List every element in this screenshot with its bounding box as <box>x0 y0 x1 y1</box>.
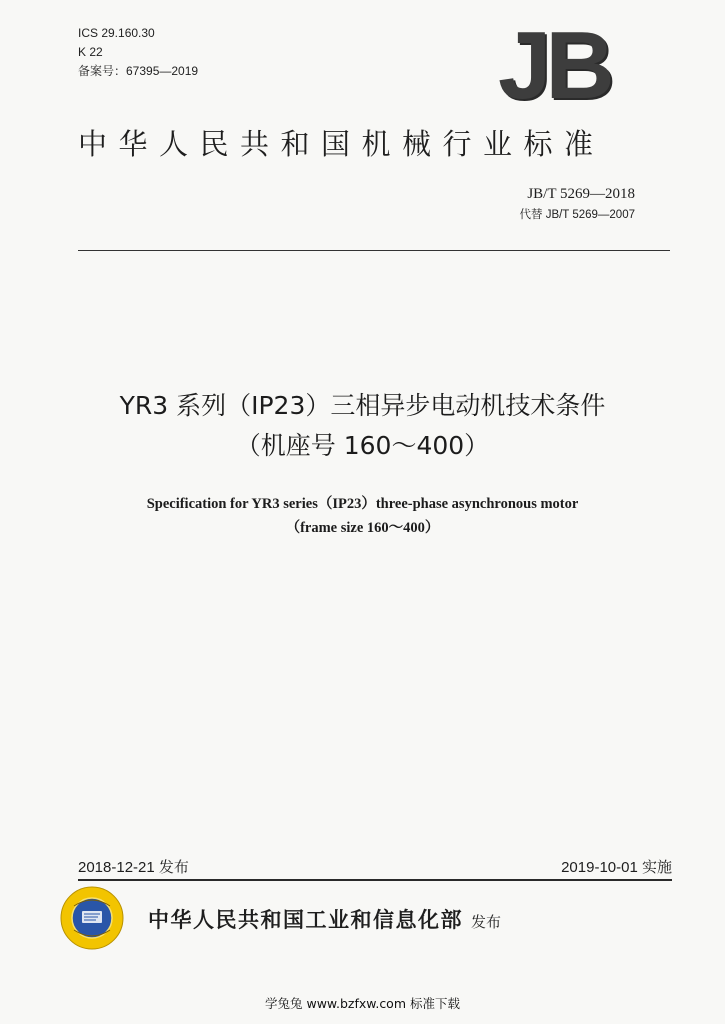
publisher-suffix: 发布 <box>471 913 502 931</box>
standard-number-block <box>520 186 636 222</box>
footer-divider <box>78 879 672 881</box>
implementation-date: 2019-10-01 实施 <box>561 859 672 876</box>
download-footer: 学兔兔 www.bzfxw.com 标准下载 <box>265 996 460 1011</box>
chinese-title <box>0 386 725 466</box>
record-number: 备案号：67395—2019 <box>78 64 199 78</box>
english-title-line-2: （frame size 160～400） <box>285 520 440 536</box>
document-meta <box>78 24 198 81</box>
date-row <box>78 856 672 877</box>
english-title-line-1: Specification for YR3 series（IP23）three-phase asynchronous motor <box>146 496 579 512</box>
issue-date: 2018-12-21 发布 <box>78 859 189 876</box>
ics-code: ICS 29.160.30 <box>78 26 155 40</box>
standard-category-title: 中华人民共和国机械行业标准 <box>78 127 605 161</box>
english-title <box>0 492 725 540</box>
jb-logo: JB <box>498 12 609 119</box>
publisher-name: 中华人民共和国工业和信息化部 <box>148 908 463 932</box>
classification-code: K 22 <box>78 45 103 59</box>
standard-number: JB/T 5269—2018 <box>527 186 635 202</box>
publisher <box>148 904 501 934</box>
replaces-standard: 代替 JB/T 5269—2007 <box>519 209 635 221</box>
publisher-seal-icon <box>60 886 124 950</box>
header-divider <box>78 250 670 251</box>
chinese-title-line-2: （机座号 160～400） <box>235 431 490 460</box>
chinese-title-line-1: YR3 系列（IP23）三相异步电动机技术条件 <box>119 391 606 420</box>
